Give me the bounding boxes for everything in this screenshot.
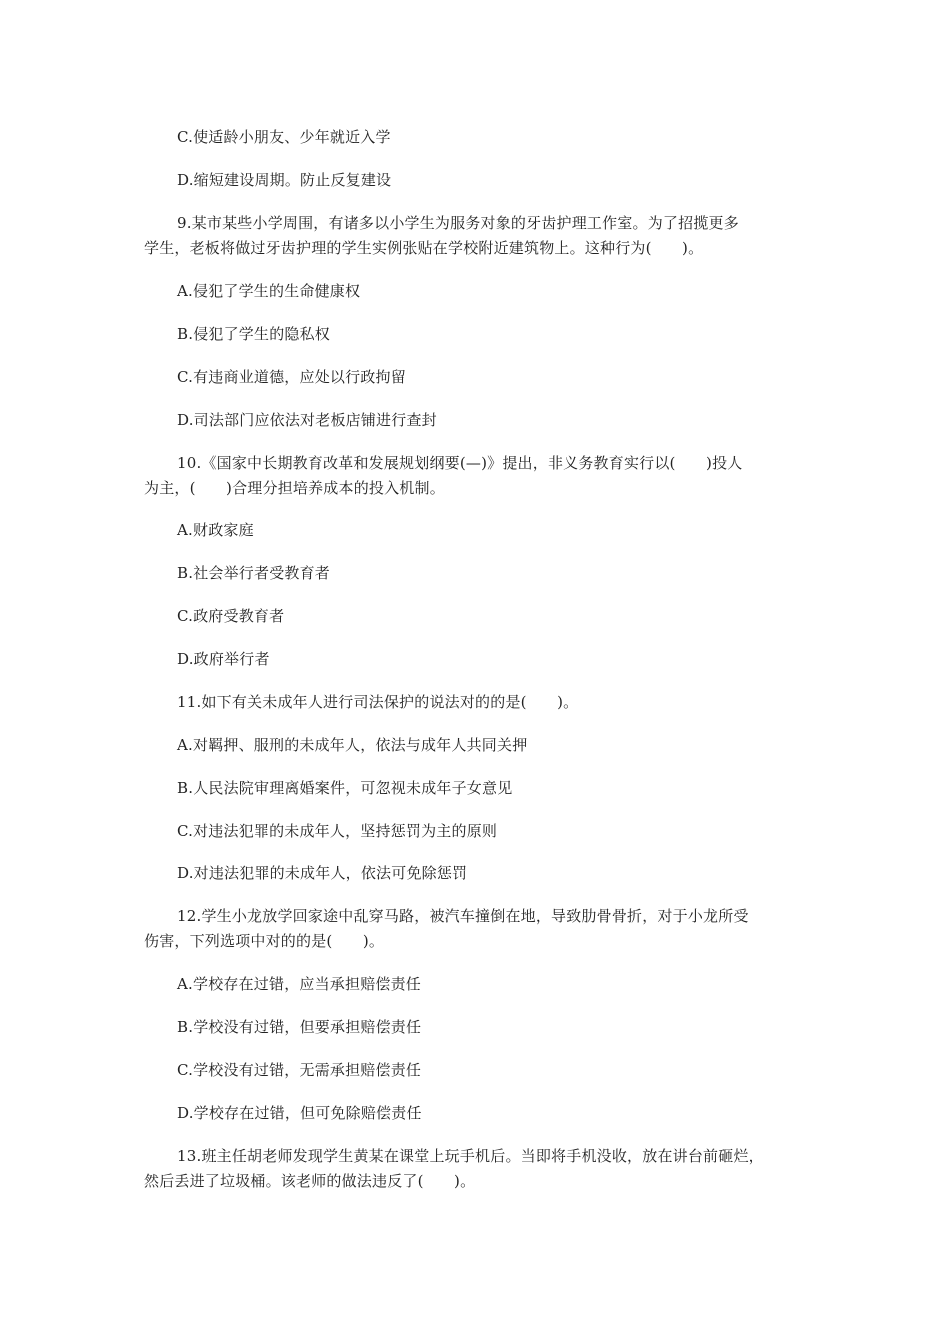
option-11c: C.对违法犯罪的未成年人，坚持惩罚为主的原则 [177,822,498,840]
option-8c: C.使适龄小朋友、少年就近入学 [177,128,391,146]
option-11a: A.对羁押、服刑的未成年人，依法与成年人共同关押 [177,736,528,754]
question-11: 11.如下有关未成年人进行司法保护的说法对的的是( )。 [177,693,579,711]
option-10a: A.财政家庭 [177,521,254,539]
question-9-line-2: 学生，老板将做过牙齿护理的学生实例张贴在学校附近建筑物上。这种行为( )。 [144,239,704,257]
option-9c: C.有违商业道德，应处以行政拘留 [177,368,406,386]
option-10c: C.政府受教育者 [177,607,285,625]
option-12d: D.学校存在过错，但可免除赔偿责任 [177,1104,422,1122]
question-12-line-1: 12.学生小龙放学回家途中乱穿马路，被汽车撞倒在地，导致肋骨骨折，对于小龙所受 [177,907,749,925]
option-9a: A.侵犯了学生的生命健康权 [177,282,361,300]
question-10-line-1: 10.《国家中长期教育改革和发展规划纲要(—)》提出，非义务教育实行以( )投人 [177,454,743,472]
option-11d: D.对违法犯罪的未成年人，依法可免除惩罚 [177,864,468,882]
question-10-line-2: 为主，( )合理分担培养成本的投入机制。 [144,479,445,497]
option-12b: B.学校没有过错，但要承担赔偿责任 [177,1018,422,1036]
option-9d: D.司法部门应依法对老板店铺进行查封 [177,411,437,429]
question-9-line-1: 9.某市某些小学周围，有诸多以小学生为服务对象的牙齿护理工作室。为了招揽更多 [177,214,739,232]
option-10d: D.政府举行者 [177,650,270,668]
option-12a: A.学校存在过错，应当承担赔偿责任 [177,975,422,993]
option-12c: C.学校没有过错，无需承担赔偿责任 [177,1061,422,1079]
option-9b: B.侵犯了学生的隐私权 [177,325,330,343]
question-12-line-2: 伤害，下列选项中对的的是( )。 [144,932,385,950]
option-10b: B.社会举行者受教育者 [177,564,330,582]
option-11b: B.人民法院审理离婚案件，可忽视未成年子女意见 [177,779,513,797]
option-8d: D.缩短建设周期。防止反复建设 [177,171,392,189]
question-13-line-1: 13.班主任胡老师发现学生黄某在课堂上玩手机后。当即将手机没收，放在讲台前砸烂， [177,1147,764,1165]
question-13-line-2: 然后丢进了垃圾桶。该老师的做法违反了( )。 [144,1172,476,1190]
